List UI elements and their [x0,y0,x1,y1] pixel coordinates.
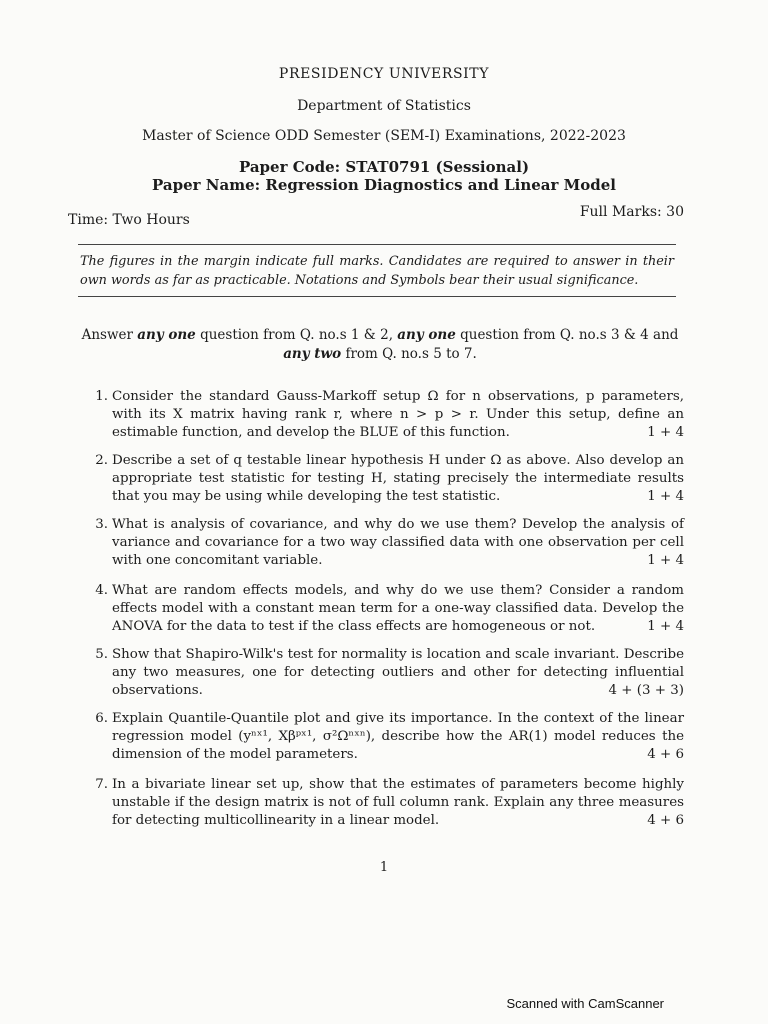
question-marks: 4 + 6 [647,747,684,762]
question-number: 5. [95,647,108,662]
question-number: 3. [95,517,108,532]
question-5 [86,646,684,700]
question-marks: 1 + 4 [647,619,684,634]
question-number: 6. [95,711,108,726]
question-1 [86,388,684,442]
question-text: What is analysis of covariance, and why do we use them? Develop the analysis of variance and covariance for a two way classified data with one observation per cell with one concomitant variable. [112,517,684,568]
scanner-watermark: Scanned with CamScanner [506,996,664,1011]
question-marks: 1 + 4 [647,553,684,568]
question-number: 2. [95,453,108,468]
answer-part-1: Answer [81,327,133,343]
question-marks: 4 + (3 + 3) [608,683,684,698]
question-text: Describe a set of q testable linear hypothesis H under Ω as above. Also develop an appropriate test statistic for testing H, stating precisely the intermediate results that you may be using while developing the test statistic. [112,453,684,504]
question-text: In a bivariate linear set up, show that the estimates of parameters become highly unstable if the design matrix is not of full column rank. Explain any three measures for detecting multicollinearity in a linear model. [112,777,684,828]
answer-part-3: question from Q. no.s 3 & 4 and [460,327,679,343]
question-4 [86,582,684,636]
question-marks: 1 + 4 [647,489,684,504]
full-marks: Full Marks: 30 [579,204,684,220]
department-name: Department of Statistics [297,98,471,114]
answer-instructions [70,326,690,364]
divider-bottom [78,296,676,297]
question-number: 1. [95,389,108,404]
question-marks: 1 + 4 [647,425,684,440]
instructions-note: The figures in the margin indicate full marks. Candidates are required to answer in their own words as far as practicable. Notations and Symbols bear their usual significance. [80,254,674,288]
paper-code: Paper Code: STAT0791 (Sessional) [238,158,530,176]
page-number: 1 [379,860,389,875]
exam-title: Master of Science ODD Semester (SEM-I) Examinations, 2022-2023 [142,128,626,144]
question-text: Consider the standard Gauss-Markoff setup Ω for n observations, p parameters, with its X matrix having rank r, where n > p > r. Under this setup, define an estimable function, and develop the BLUE of this function. [112,389,684,440]
question-marks: 4 + 6 [647,813,684,828]
question-7 [86,776,684,830]
answer-emphasis-2: any one [397,327,456,343]
answer-part-2: question from Q. no.s 1 & 2, [200,327,393,343]
question-number: 4. [95,583,108,598]
exam-time: Time: Two Hours [68,212,190,228]
question-3 [86,516,684,570]
university-name: PRESIDENCY UNIVERSITY [278,66,490,82]
question-text: What are random effects models, and why do we use them? Consider a random effects model with a constant mean term for a one-way classified data. Develop the ANOVA for the data to test if the class effects are homogeneous or not. [112,583,684,634]
answer-part-4: from Q. no.s 5 to 7. [345,346,477,362]
question-text: Show that Shapiro-Wilk's test for normality is location and scale invariant. Describe any two measures, one for detecting outliers and other for detecting influential observations. [112,647,684,698]
question-text: Explain Quantile-Quantile plot and give its importance. In the context of the linear regression model (yⁿˣ¹, Xβᵖˣ¹, σ²Ωⁿˣⁿ), describe how the AR(1) model reduces the dimension of the model parameters. [112,711,684,762]
paper-name: Paper Name: Regression Diagnostics and Linear Model [152,176,616,194]
question-number: 7. [95,777,108,792]
answer-emphasis-1: any one [137,327,196,343]
question-2 [86,452,684,506]
question-6 [86,710,684,764]
divider-top [78,244,676,245]
answer-emphasis-3: any two [283,346,342,362]
